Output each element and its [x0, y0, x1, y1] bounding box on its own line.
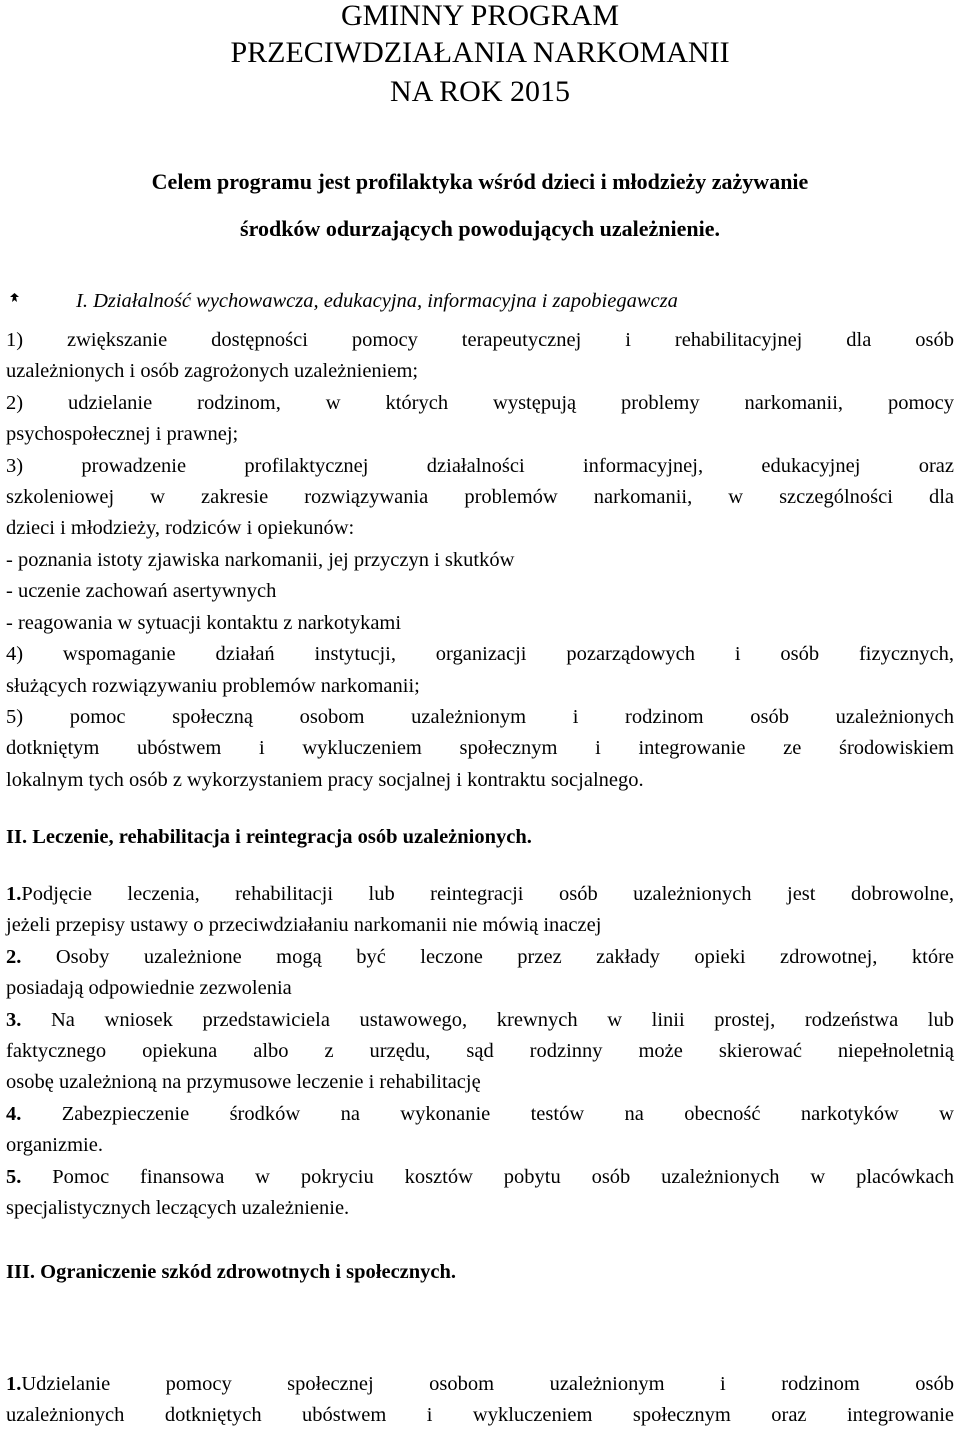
section-1-line: 2) udzielanie rodzinom, w których występują problemy narkomanii, pomocy: [6, 392, 954, 414]
section-1-line: lokalnym tych osób z wykorzystaniem pracy socjalnej i kontraktu socjalnego.: [6, 769, 644, 791]
section-2-item-4-line-1: [6, 1099, 954, 1130]
item-number: 3.: [6, 1009, 22, 1031]
title-line-3: NA ROK 2015: [389, 75, 570, 108]
section-1-line: 1) zwiększanie dostępności pomocy terapeutycznej i rehabilitacyjnej dla osób: [6, 329, 954, 351]
section-1-heading: I. Działalność wychowawcza, edukacyjna, informacyjna i zapobiegawcza: [76, 290, 678, 312]
section-2-item-3-line-1: [6, 1005, 954, 1036]
section-1-line: szkoleniowej w zakresie rozwiązywania problemów narkomanii, w szczególności dla: [6, 486, 954, 508]
section-1-line: 4) wspomaganie działań instytucji, organizacji pozarządowych i osób fizycznych,: [6, 643, 954, 665]
item-number: 2.: [6, 946, 22, 968]
section-1-line: 3) prowadzenie profilaktycznej działalności informacyjnej, edukacyjnej oraz: [6, 455, 954, 477]
section-2-item-3-line-2: faktycznego opiekuna albo z urzędu, sąd rodzinny może skierować niepełnoletnią: [6, 1040, 954, 1062]
section-2-item-2-line-2: posiadają odpowiednie zezwolenia: [6, 977, 292, 999]
item-text: Udzielanie pomocy społecznej osobom uzależnionym i rodzinom osób: [21, 1373, 954, 1395]
section-2-item-1-line-1: [6, 879, 954, 910]
item-number: 1.: [6, 1373, 22, 1395]
section-3-item-1-line-2: uzależnionych dotkniętych ubóstwem i wykluczeniem społecznym oraz integrowanie: [6, 1404, 954, 1426]
title-line-2: PRZECIWDZIAŁANIA NARKOMANII: [230, 36, 730, 69]
section-1-line: służących rozwiązywaniu problemów narkomanii;: [6, 675, 420, 697]
goal-line-2: środków odurzających powodujących uzależnienie.: [240, 216, 720, 241]
section-1-line: 5) pomoc społeczną osobom uzależnionym i rodzinom osób uzależnionych: [6, 706, 954, 728]
item-number: 4.: [6, 1103, 22, 1125]
section-1-line: - poznania istoty zjawiska narkomanii, jej przyczyn i skutków: [6, 549, 515, 571]
item-text: Zabezpieczenie środków na wykonanie testów na obecność narkotyków w: [21, 1103, 954, 1125]
item-number: 1.: [6, 883, 22, 905]
item-text: Na wniosek przedstawiciela ustawowego, krewnych w linii prostej, rodzeństwa lub: [21, 1009, 954, 1031]
section-2-item-4-line-2: organizmie.: [6, 1134, 103, 1156]
section-3-heading: III. Ograniczenie szkód zdrowotnych i społecznych.: [6, 1261, 457, 1283]
section-1-line: dotkniętym ubóstwem i wykluczeniem społecznym i integrowanie ze środowiskiem: [6, 737, 954, 759]
section-2-item-1-line-2: jeżeli przepisy ustawy o przeciwdziałaniu narkomanii nie mówią inaczej: [6, 914, 602, 936]
section-1-line: psychospołecznej i prawnej;: [6, 423, 239, 445]
section-2-item-2-line-1: [6, 942, 954, 973]
section-2-heading: II. Leczenie, rehabilitacja i reintegracja osób uzależnionych.: [6, 826, 532, 848]
item-text: Podjęcie leczenia, rehabilitacji lub reintegracji osób uzależnionych jest dobrowolne,: [21, 883, 954, 905]
bullet-icon: [10, 293, 19, 305]
section-3-item-1-line-1: [6, 1369, 954, 1400]
section-1-line: - reagowania w sytuacji kontaktu z narkotykami: [6, 612, 402, 634]
goal-line-1: Celem programu jest profilaktyka wśród dzieci i młodzieży zażywanie: [151, 169, 809, 194]
section-2-item-5-line-2: specjalistycznych leczących uzależnienie.: [6, 1197, 350, 1219]
section-1-line: - uczenie zachowań asertywnych: [6, 580, 277, 602]
section-2-item-5-line-1: [6, 1162, 954, 1193]
section-2-item-3-line-3: osobę uzależnioną na przymusowe leczenie i rehabilitację: [6, 1071, 481, 1093]
title-line-1: GMINNY PROGRAM: [340, 0, 620, 32]
section-1-line: uzależnionych i osób zagrożonych uzależnieniem;: [6, 360, 419, 382]
item-text: Pomoc finansowa w pokryciu kosztów pobytu osób uzależnionych w placówkach: [21, 1166, 954, 1188]
item-text: Osoby uzależnione mogą być leczone przez zakłady opieki zdrowotnej, które: [21, 946, 954, 968]
item-number: 5.: [6, 1166, 22, 1188]
section-1-line: dzieci i młodzieży, rodziców i opiekunów:: [6, 517, 355, 539]
